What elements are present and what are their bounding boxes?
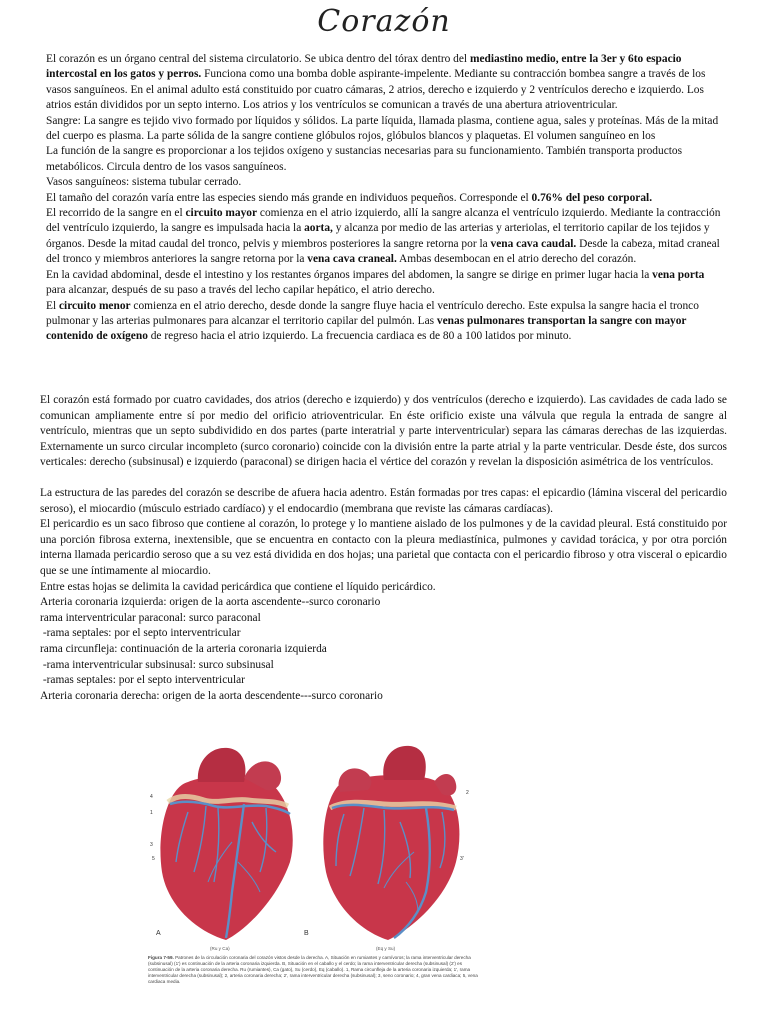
marker-label: 3'	[460, 856, 464, 862]
intro-paragraph-minor-circuit: El circuito menor comienza en el atrio derecho, desde donde la sangre fluye hacia el ventrículo derecho. Este expulsa la sangre hacia el tronco pulmonar y las arterias pulmonares para alcanzar el territorio capilar del pulmón. Las venas pulmonares transportan la sangre con mayor contenido de oxígeno de regreso hacia el atrio izquierdo. La frecuencia cardiaca es de 80 a 100 latidos por minuto.	[46, 299, 699, 343]
intro-paragraph-size: El tamaño del corazón varía entre las especies siendo más grande en individuos pequeños. Corresponde el 0.76% del peso corporal.	[46, 191, 653, 204]
marker-label: 5	[152, 856, 155, 862]
chambers-paragraph: El corazón está formado por cuatro cavidades, dos atrios (derecho e izquierdo) y dos ventrículos (derecho e izquierdo). Las cavidades de cada lado se comunican ampliamente entre sí por medio del orificio atrioventricular. En éste orificio existe una válvula que regula la entrada de sangre al ventrículo, mientras que un septo subdividido en dos partes (parte interatrial y parte interventricular) separa las cámaras derechas de las izquierdas. Externamente un surco circular incompleto (surco coronario) coincide con la división entre la parte atrial y la parte ventricular. Desde éste, dos surcos verticales: derecho (subsinusal) e izquierdo (paraconal) se dirigen hacia el vértice del corazón y revelan la disposición asimétrica de los ventrículos.	[40, 394, 727, 469]
coronary-line: rama interventricular paraconal: surco paraconal	[40, 611, 261, 624]
coronary-line: Arteria coronaria derecha: origen de la aorta descendente---surco coronario	[40, 689, 383, 702]
heart-a-illustration	[160, 748, 292, 940]
intro-paragraph-vessels: Vasos sanguíneos: sistema tubular cerrado.	[46, 176, 242, 189]
intro-paragraph-portal: En la cavidad abdominal, desde el intestino y los restantes órganos impares del abdomen, la sangre se dirige en primer lugar hacia la vena porta para alcanzar, después de su paso a través del lecho capilar hepático, el atrio derecho.	[46, 268, 705, 297]
coronary-line: rama circunfleja: continuación de la arteria coronaria izquierda	[40, 642, 327, 655]
page-title: Corazón	[317, 4, 451, 39]
figure-label-b: B	[304, 930, 309, 937]
marker-label: 3	[150, 842, 153, 848]
figure-b-sublabel: (Eq y Su)	[376, 946, 396, 951]
heart-illustrations	[148, 742, 488, 952]
intro-paragraph-function: La función de la sangre es proporcionar a los tejidos oxígeno y sustancias necesarias para su funcionamiento. También transporta productos metabólicos. Circula dentro de los vasos sanguíneos.	[46, 145, 683, 173]
intro-paragraph-major-circuit: El recorrido de la sangre en el circuito mayor comienza en el atrio izquierdo, allí la sangre alcanza el ventrículo izquierdo. Mediante la contracción del ventrículo izquierdo, la sangre es impulsada hacia la aorta, y alcanza por medio de las arterias y arteriolas, el territorio capilar de los tejidos y órganos. Desde la mitad caudal del tronco, pelvis y miembros posteriores la sangre retorna por la vena cava caudal. Desde la cabeza, mitad craneal del tronco y miembros anteriores la sangre retorna por la vena cava craneal. Ambas desembocan en el atrio derecho del corazón.	[46, 207, 721, 266]
anatomy-section	[40, 393, 727, 704]
figure-caption: Figura 7-59. Patrones de la circulación coronaria del corazón vistos desde la derecha. A, Situación en rumiantes y carnívoros; la rama interventricular derecha (subsinusal) (1') es continuación de la arteria coronaria izquierda. B, Situación en el caballo y el cerdo; la rama interventricular derecha (subsinusal) (2') es continuación de la arteria coronaria derecha. Ru (rumiantes), Ca (gato), Su (cerdo), Eq (caballo). 1, Rama circunfleja de la arteria coronaria izquierda; 1', rama interventricular derecha (subsinusal); 2, arteria coronaria derecha; 2', rama interventricular derecha (subsinusal); 3, seno coronario; 4, gran vena cardiaca; 5, vena cardiaca media.	[148, 955, 478, 984]
figure-label-a: A	[156, 930, 161, 937]
coronary-line: -ramas septales: por el septo interventricular	[40, 674, 245, 687]
figure-a-sublabel: (Ru y Ca)	[210, 946, 230, 951]
pericardial-cavity-paragraph: Entre estas hojas se delimita la cavidad pericárdica que contiene el líquido pericárdico.	[40, 580, 436, 593]
intro-section	[46, 52, 722, 345]
intro-paragraph-1: El corazón es un órgano central del sistema circulatorio. Se ubica dentro del tórax dentro del mediastino medio, entre la 3er y 6to espacio intercostal en los gatos y perros. Funciona como una bomba doble aspirante-impelente. Mediante su contracción bombea sangre a través de los vasos sanguíneos. En el animal adulto está constituido por cuatro cámaras, 2 atrios, derecho e izquierdo y 2 ventrículos derecho e izquierdo. Los atrios están divididos por un septo interno. Los atrios y los ventrículos se comunican a través de una abertura atrioventricular.	[46, 53, 706, 112]
intro-paragraph-blood: Sangre: La sangre es tejido vivo formado por líquidos y sólidos. La parte líquida, llamada plasma, contiene agua, sales y proteínas. Más de la mitad del cuerpo es plasma. La parte sólida de la sangre contiene glóbulos rojos, glóbulos blancos y plaquetas. El volumen sanguíneo en los	[46, 114, 719, 143]
marker-label: 1	[150, 810, 153, 816]
coronary-line: -rama interventricular subsinusal: surco subsinusal	[40, 658, 274, 671]
coronary-figure	[148, 742, 488, 988]
heart-b-illustration	[323, 746, 459, 940]
marker-label: 2	[466, 790, 469, 796]
pericardium-paragraph: El pericardio es un saco fibroso que contiene al corazón, lo protege y lo mantiene aislado de los pulmones y de la cavidad pleural. Está constituido por una porción fibrosa externa, inextensible, que se encuentra en contacto con la pleura mediastínica, pulmones y cavidad torácica, y por otra porción interna llamada pericardio seroso que a su vez está dividida en dos hojas; una parietal que contacta con el pericardio fibroso y otra visceral o epicardio que se une íntimamente al miocardio.	[40, 518, 727, 577]
coronary-line: Arteria coronaria izquierda: origen de la aorta ascendente--surco coronario	[40, 596, 381, 609]
marker-label: 4	[150, 794, 153, 800]
wall-structure-paragraph: La estructura de las paredes del corazón se describe de afuera hacia adentro. Están formadas por tres capas: el epicardio (lámina visceral del pericardio seroso), el miocardio (músculo estriado cardíaco) y el endocardio (membrana que reviste las cámaras cardíacas).	[40, 486, 727, 515]
coronary-line: -rama septales: por el septo interventricular	[40, 627, 241, 640]
